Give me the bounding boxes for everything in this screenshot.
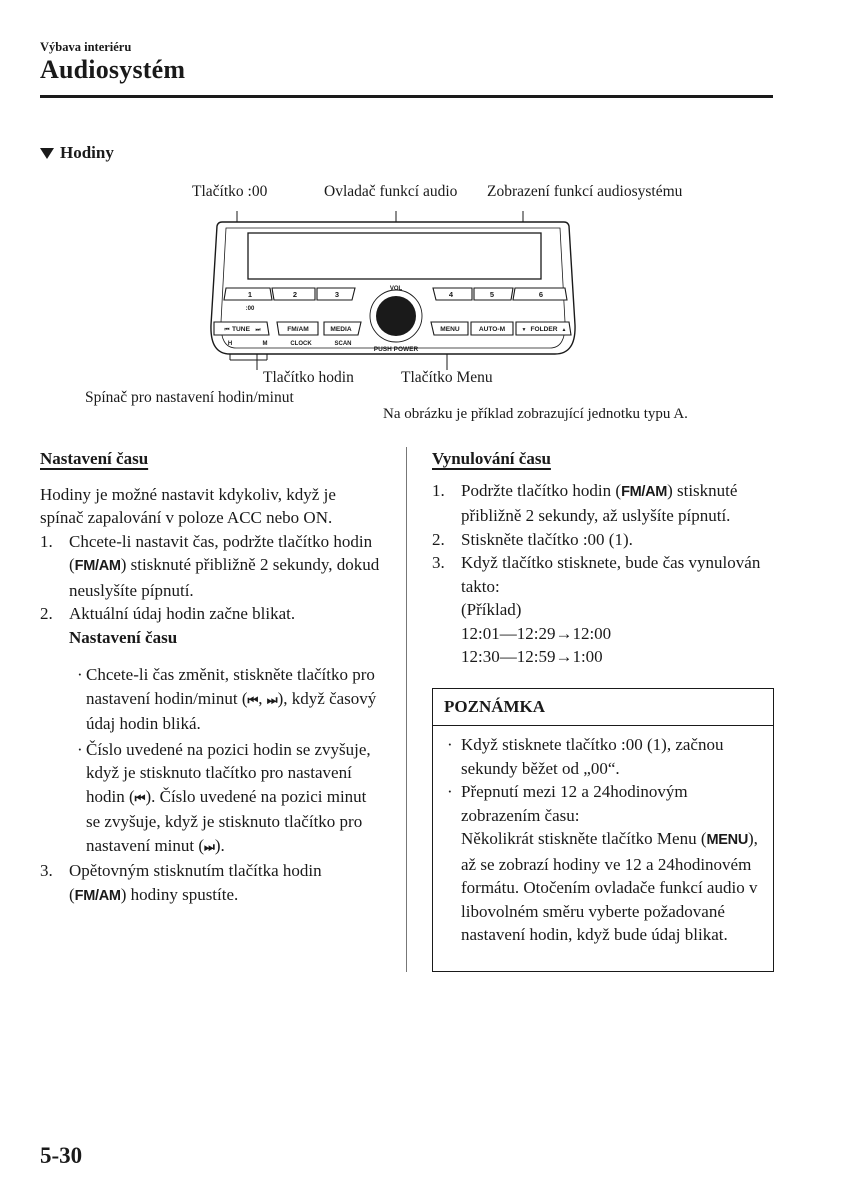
step-number: 2. [40,604,53,623]
rewind-icon: ⏮ [247,692,259,707]
autom-label: AUTO-M [478,326,506,333]
figure-caption: Na obrázku je příklad zobrazující jednotku typu A. [383,406,688,422]
column-divider [406,447,407,972]
display-window [248,233,541,279]
left-bullet-1 [40,663,380,736]
step-number: 3. [40,861,53,880]
step-text: Když tlačítko stisknete, bude čas vynulován takto: [461,553,761,596]
right-step-1 [432,479,777,528]
left-step-3 [40,859,380,908]
bullet-dot: · [447,735,453,754]
step-number: 3. [432,553,445,572]
step-subheading: Nastavení času [69,627,178,647]
fmam-button-ref: FM/AM [74,558,121,574]
left-column [40,447,380,908]
bullet-text: , [258,688,267,708]
bullet-text: Číslo uvedené na pozici hodin se zvyšuje, když je stisknuto tlačítko pro nastavení hodin ( [86,739,371,806]
step-number: 2. [432,529,445,549]
title-rule [40,95,773,98]
triangle-icon [40,148,54,159]
rewind-icon: ⏮ [134,790,146,805]
vol-label: VOL [389,286,403,292]
example-label: (Příklad) [461,600,522,619]
step-text: Stiskněte tlačítko :00 (1). [461,529,633,549]
forward-icon: ⏭ [266,692,278,707]
preset-label-5: 5 [489,290,495,299]
fmam-button-ref: FM/AM [74,887,121,904]
forward-icon: ⏭ [204,839,215,854]
menu-label: MENU [440,326,460,333]
folder-label: FOLDER [530,326,558,333]
page-title: Audiosystém [40,55,186,84]
folder-down-icon: ▼ [521,327,527,333]
step-text: Aktuální údaj hodin začne blikat. [69,604,296,623]
scan-label: SCAN [334,341,352,347]
folder-up-icon: ▲ [561,327,567,333]
preset-label-1: 1 [247,290,253,299]
step-text: Chcete-li nastavit čas, podržte tlačítko hodin ( [69,531,373,574]
step-number: 1. [432,480,445,500]
step-text: ) stisknuté přibližně 2 sekundy, až uslyšíte pípnutí. [461,480,738,525]
m-label: M [262,341,268,347]
step-text: ) stisknuté přibližně 2 sekundy, dokud neuslyšíte pípnutí. [69,555,380,600]
left-intro: Hodiny je možné nastavit kdykoliv, když je spínač zapalování v poloze ACC nebo ON. [40,484,336,527]
bullet-text: ). Číslo uvedené na pozici minut se zvyšuje, když je stisknuto tlačítko pro nastavení minut ( [86,786,367,855]
bullet-text: ), když časový údaj hodin bliká. [86,688,377,733]
right-heading: Vynulování času [432,449,551,468]
audio-unit-illustration [200,200,585,370]
note-text: ), až se zobrazí hodiny ve 12 a 24hodinovém formátu. Otočením ovladače funkcí audio v libovolném směru vyberte požadované nastavení hodin, když bude údaj blikat. [461,829,758,944]
note-box [432,688,774,972]
example-line-1: 12:01―12:29→12:00 [461,623,612,643]
volume-knob [376,296,416,336]
note-item-1 [447,733,765,780]
h-label: H [227,341,233,347]
section-label: Výbava interiéru [40,40,132,54]
menu-button-ref: MENU [706,832,748,848]
bullet-text: ). [214,835,225,855]
fmam-label: FM/AM [287,326,309,333]
left-heading: Nastavení času [40,449,149,468]
rewind-icon: ⏮ [224,327,230,333]
note-title: POZNÁMKA [433,689,773,726]
preset-label-3: 3 [334,290,340,299]
page-number: 5-30 [40,1143,83,1168]
subsection-heading [40,143,114,163]
right-step-3 [432,551,777,669]
step-text: Podržte tlačítko hodin ( [461,480,622,500]
note-text: Když stisknete tlačítko :00 (1), začnou sekundy běžet od „00“. [461,735,724,778]
step-text: Opětovným stisknutím tlačítka hodin ( [69,861,322,904]
step-number: 1. [40,531,53,551]
label-audio-control: Ovladač funkcí audio [324,183,458,200]
clock-label: CLOCK [290,341,312,347]
note-text: Několikrát stiskněte tlačítko Menu ( [461,829,707,848]
label-button-00: Tlačítko :00 [192,183,268,200]
preset-label-6: 6 [538,290,544,299]
preset-label-2: 2 [292,290,298,299]
left-step-2 [40,602,380,649]
bullet-dot: · [447,782,453,801]
forward-icon: ⏭ [255,327,261,333]
bullet-dot: · [77,739,83,759]
subsection-title: Hodiny [60,143,114,162]
label-audio-display: Zobrazení funkcí audiosystému [487,183,683,200]
label-hm-switch: Spínač pro nastavení hodin/minut [85,389,294,406]
bullet-dot: · [77,665,83,684]
tune-label: TUNE [232,326,250,333]
preset-label-4: 4 [448,290,454,299]
step-text: ) hodiny spustíte. [120,884,239,904]
note-text: Přepnutí mezi 12 a 24hodinovým zobrazením času: [461,782,688,825]
preset-sub-label: :00 [245,306,255,312]
example-line-2: 12:30―12:59→1:00 [461,647,603,666]
label-menu-button: Tlačítko Menu [401,369,493,386]
media-label: MEDIA [330,326,352,333]
fmam-button-ref: FM/AM [621,483,668,500]
bullet-text: Chcete-li čas změnit, stiskněte tlačítko pro nastavení hodin/minut ( [86,665,375,708]
label-clock-button: Tlačítko hodin [263,369,354,386]
push-power-label: PUSH POWER [373,346,419,353]
note-item-2 [447,780,765,947]
left-bullet-2 [40,738,380,860]
right-step-2 [432,528,777,552]
right-column [432,447,777,669]
left-step-1 [40,530,380,603]
